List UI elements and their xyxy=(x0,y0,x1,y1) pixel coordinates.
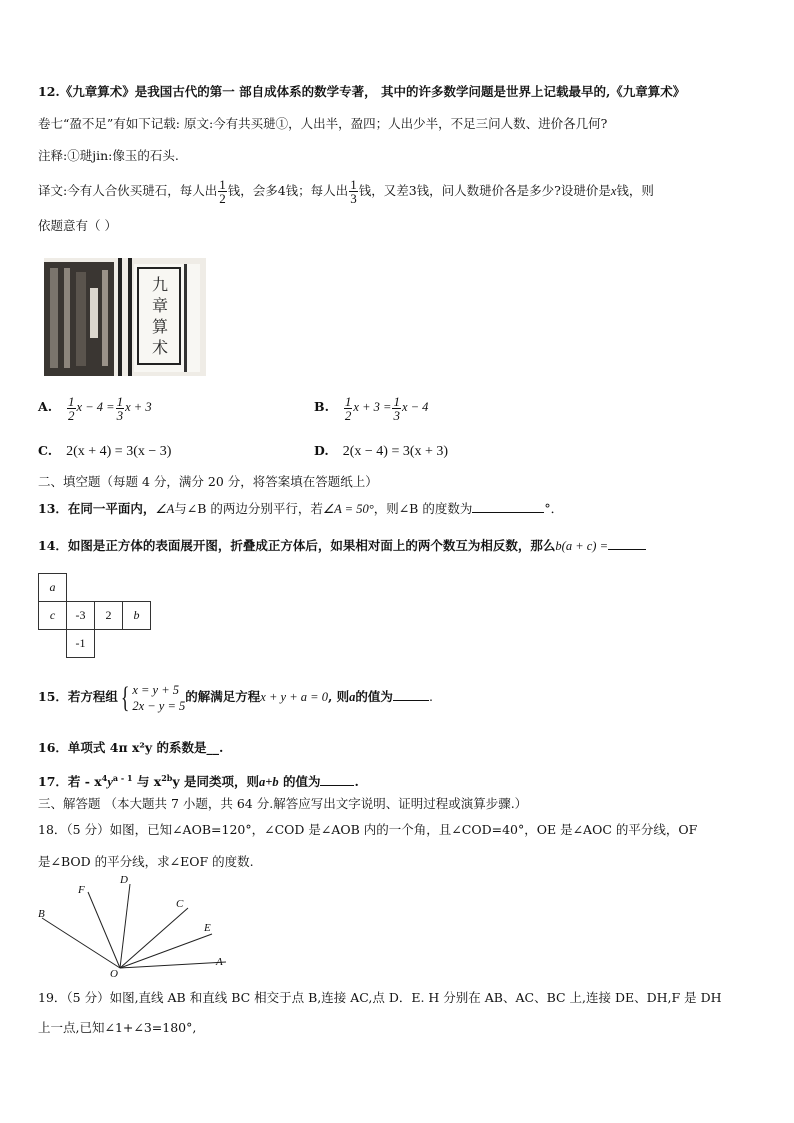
cube-cell-b: b xyxy=(122,601,151,630)
q19-line1: 19．（5 分）如图,直线 AB 和直线 BC 相交于点 B,连接 AC,点 D．E. H 分别在 AB、AC、BC 上,连接 DE、DH,F 是 DH xyxy=(38,990,722,1005)
section3-heading: 三、解答题 （本大题共 7 小题，共 64 分.解答应写出文字说明、证明过程或演算步骤.） xyxy=(38,796,528,811)
variable-x: x xyxy=(610,184,617,198)
q18-line2: 是∠BOD 的平分线，求∠EOF 的度数. xyxy=(38,854,254,869)
book-title-char-1: 九 xyxy=(151,275,168,294)
option-a[interactable] xyxy=(38,392,152,422)
cube-cell-neg3: -3 xyxy=(66,601,95,630)
q12-line1: 12.《九章算术》是我国古代的第一 部自成体系的数学专著， 其中的许多数学问题是世界上记载最早的,《九章算术》 xyxy=(38,84,686,99)
q12-line4-text-c: 钱，又差3钱，问人数琎价各是多少?设琎价是 xyxy=(358,183,611,198)
book-title-char-3: 算 xyxy=(151,317,168,336)
book-title-char-2: 章 xyxy=(151,296,168,315)
label-O: O xyxy=(110,968,118,980)
ray-OA xyxy=(120,962,226,968)
option-c-label: C. xyxy=(38,443,53,458)
label-E: E xyxy=(204,922,211,934)
label-F: F xyxy=(78,884,85,896)
q15-answer-blank[interactable] xyxy=(393,688,429,701)
option-b-expr: $\frac{1}{2}$ x + 3 = $\frac{1}{3}$ x − 4 xyxy=(344,393,429,423)
equation-system: x = y + 5 2x − y = 5 xyxy=(132,682,186,713)
q14: 14．如图是正方体的表面展开图，折叠成正方体后，如果相对面上的两个数互为相反数，那么b(a + c) = xyxy=(38,537,646,554)
fraction-third: $\frac{1}{3}$ xyxy=(350,177,357,206)
q16: 16．单项式 4π x²y 的系数是__. xyxy=(38,740,224,755)
book-title xyxy=(148,274,172,358)
cube-cell-neg1: -1 xyxy=(66,629,95,658)
q12-line3: 注释:①琎jin:像玉的石头. xyxy=(38,148,179,163)
ray-OD xyxy=(120,884,130,968)
option-c[interactable] xyxy=(38,443,171,460)
cube-cell-a: a xyxy=(38,573,67,602)
book-image xyxy=(44,258,206,376)
q12-line2: 卷七“盈不足”有如下记载: 原文:今有共买琎①，人出半，盈四；人出少半，不足三问人数、进价各几何? xyxy=(38,116,608,131)
q13-answer-blank[interactable] xyxy=(472,500,544,513)
q15: 15．若方程组{ x = y + 5 2x − y = 5 的解满足方程x + y + a = 0, 则a的值为 . xyxy=(38,680,433,714)
q13: 13．在同一平面内，∠A与∠B 的两边分别平行，若∠A = 50°，则∠B 的度数为 °． xyxy=(38,501,564,516)
label-D: D xyxy=(120,874,128,886)
q12-line4 xyxy=(38,176,654,206)
option-a-label: A. xyxy=(38,399,53,414)
fraction-half: $\frac{1}{2}$ xyxy=(219,177,226,206)
ray-OC xyxy=(120,908,188,968)
section2-heading: 二、填空题（每题 4 分，满分 20 分，将答案填在答题纸上） xyxy=(38,474,378,489)
option-d-expr: 2(x − 4) = 3(x + 3) xyxy=(342,444,449,459)
book-title-char-4: 术 xyxy=(151,338,168,357)
label-C: C xyxy=(176,898,184,910)
cube-cell-2: 2 xyxy=(94,601,123,630)
option-b-label: B. xyxy=(314,399,329,414)
ray-OB xyxy=(42,918,120,968)
q17-answer-blank[interactable] xyxy=(320,773,354,786)
q12-line4-text-d: 钱，则 xyxy=(616,183,654,198)
angle-figure xyxy=(36,872,236,982)
q19-line2: 上一点,已知∠1+∠3=180°, xyxy=(38,1020,197,1035)
option-d-label: D. xyxy=(314,443,329,458)
ray-OF xyxy=(88,892,120,968)
q17: 17．若 - $x^4y^{a - 1}$ 与 $x^{2b}y$ 是同类项，则a+b 的值为 . xyxy=(38,773,359,790)
ray-OE xyxy=(120,934,212,968)
q12-line4-text-b: 钱，会多4钱；每人出 xyxy=(227,183,349,198)
q12-line4-text-a: 译文:今有人合伙买琎石，每人出 xyxy=(38,183,218,198)
cube-cell-c: c xyxy=(38,601,67,630)
q18-line1: 18．（5 分）如图，已知∠AOB=120°，∠COD 是∠AOB 内的一个角，且∠COD=40°，OE 是∠AOC 的平分线，OF xyxy=(38,822,698,837)
option-d[interactable] xyxy=(314,443,448,460)
q12-line5: 依题意有（ ） xyxy=(38,218,117,233)
option-b[interactable] xyxy=(314,392,428,422)
option-a-expr: $\frac{1}{2}$ x − 4 = $\frac{1}{3}$ x + 3 xyxy=(68,393,152,423)
label-A: A xyxy=(216,956,223,968)
book-illustration xyxy=(44,258,206,376)
option-c-expr: 2(x + 4) = 3(x − 3) xyxy=(66,444,172,459)
label-B: B xyxy=(38,908,45,920)
q14-answer-blank[interactable] xyxy=(608,537,646,550)
